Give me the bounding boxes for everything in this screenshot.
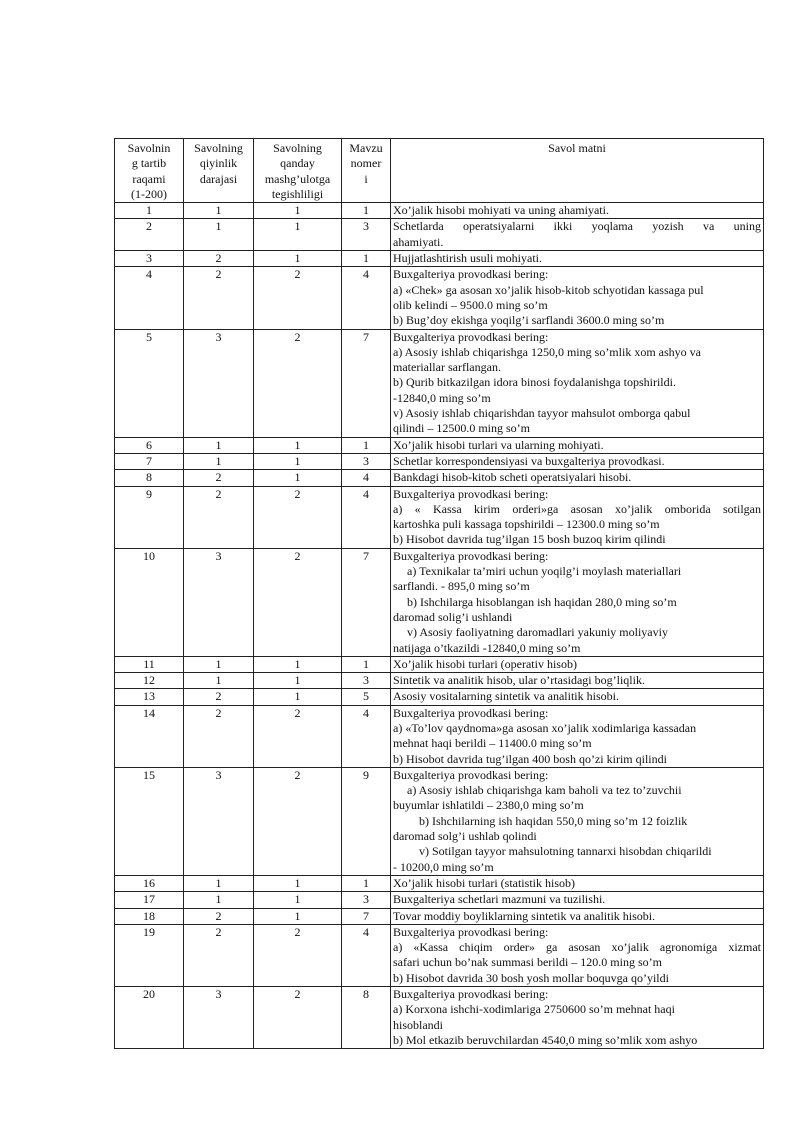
question-text-line: b) Bug’doy ekishga yoqilg’i sarflandi 3600.0 ming so’m bbox=[393, 313, 665, 328]
table-body bbox=[115, 203, 764, 1049]
topic-number-cell: 7 bbox=[342, 548, 391, 656]
question-text-cell bbox=[391, 892, 764, 908]
question-text-line: a) «To’lov qaydnoma»ga asosan xo’jalik xodimlariga kassadan bbox=[393, 720, 697, 735]
header-line: tegishliligi bbox=[271, 186, 324, 201]
question-number-cell: 13 bbox=[115, 689, 184, 705]
topic-number-cell: 5 bbox=[342, 689, 391, 705]
table-row bbox=[115, 892, 764, 908]
question-text-cell bbox=[391, 924, 764, 986]
question-number-cell: 4 bbox=[115, 267, 184, 329]
lesson-type-cell: 2 bbox=[254, 267, 342, 329]
question-text-line: b) Ishchilarga hisoblangan ish haqidan 280,0 ming so’m bbox=[407, 594, 677, 609]
question-text-line: Tovar moddiy boyliklarning sintetik va analitik hisobi. bbox=[393, 908, 656, 923]
topic-number-cell: 4 bbox=[342, 924, 391, 986]
header-line: g tartib bbox=[131, 156, 167, 171]
question-text-line: Buxgalteriya provodkasi bering: bbox=[393, 486, 549, 501]
lesson-type-cell: 1 bbox=[254, 203, 342, 219]
question-text-line: Buxgalteriya provodkasi bering: bbox=[393, 548, 549, 563]
topic-number-cell: 1 bbox=[342, 656, 391, 672]
question-text-cell bbox=[391, 656, 764, 672]
question-text-line: Hujjatlashtirish usuli mohiyati. bbox=[393, 251, 542, 266]
difficulty-cell: 3 bbox=[184, 548, 254, 656]
lesson-type-cell: 2 bbox=[254, 924, 342, 986]
question-text-line: b) Qurib bitkazilgan idora binosi foydalanishga topshirildi. bbox=[393, 375, 676, 390]
question-text-line: ahamiyati. bbox=[393, 234, 444, 249]
difficulty-cell: 1 bbox=[184, 673, 254, 689]
table-row bbox=[115, 705, 764, 767]
question-text-line: a) « Kassa kirim orderi»ga asosan xo’jalik omborida sotilgan bbox=[393, 501, 761, 516]
question-number-cell: 12 bbox=[115, 673, 184, 689]
header-question-text bbox=[391, 139, 764, 203]
question-number-cell: 8 bbox=[115, 470, 184, 486]
difficulty-cell: 2 bbox=[184, 470, 254, 486]
question-text-line: buyumlar ishlatildi – 2380,0 ming so’m bbox=[393, 798, 584, 813]
question-text-line: mehnat haqi berildi – 11400.0 ming so’m bbox=[393, 736, 592, 751]
lesson-type-cell: 1 bbox=[254, 892, 342, 908]
header-line: raqami bbox=[132, 171, 166, 186]
header-line: darajasi bbox=[199, 171, 238, 186]
table-row bbox=[115, 486, 764, 548]
header-line: (1-200) bbox=[131, 186, 167, 201]
lesson-type-cell: 2 bbox=[254, 705, 342, 767]
lesson-type-cell: 1 bbox=[254, 251, 342, 267]
question-text-line: Xo’jalik hisobi turlari (operativ hisob) bbox=[393, 656, 577, 671]
header-line: i bbox=[364, 171, 368, 186]
lesson-type-cell: 1 bbox=[254, 689, 342, 705]
question-text-line: Buxgalteriya provodkasi bering: bbox=[393, 924, 549, 939]
question-number-cell: 5 bbox=[115, 329, 184, 437]
question-text-line: v) Asosiy faoliyatning daromadlari yakuniy moliyaviy bbox=[407, 625, 668, 640]
table-row bbox=[115, 924, 764, 986]
lesson-type-cell: 1 bbox=[254, 656, 342, 672]
question-text-cell bbox=[391, 705, 764, 767]
topic-number-cell: 9 bbox=[342, 767, 391, 875]
question-number-cell: 9 bbox=[115, 486, 184, 548]
question-text-cell bbox=[391, 267, 764, 329]
question-number-cell: 11 bbox=[115, 656, 184, 672]
difficulty-cell: 2 bbox=[184, 267, 254, 329]
lesson-type-cell: 2 bbox=[254, 486, 342, 548]
table-row bbox=[115, 219, 764, 251]
difficulty-cell: 3 bbox=[184, 767, 254, 875]
question-number-cell: 6 bbox=[115, 437, 184, 453]
header-difficulty bbox=[184, 139, 254, 203]
header-line: Savolning bbox=[194, 141, 243, 155]
lesson-type-cell: 1 bbox=[254, 673, 342, 689]
question-number-cell: 7 bbox=[115, 453, 184, 469]
header-question-number bbox=[115, 139, 184, 203]
question-text-line: safari uchun bo’nak summasi berildi – 120.0 ming so’m bbox=[393, 955, 662, 970]
topic-number-cell: 1 bbox=[342, 437, 391, 453]
table-row bbox=[115, 656, 764, 672]
question-number-cell: 18 bbox=[115, 908, 184, 924]
question-text-line: Schetlar korrespondensiyasi va buxgalteriya provodkasi. bbox=[393, 453, 665, 468]
difficulty-cell: 1 bbox=[184, 219, 254, 251]
header-line: qanday bbox=[280, 156, 315, 171]
table-row bbox=[115, 689, 764, 705]
question-text-line: a) «Kassa chiqim order» ga asosan xo’jalik agronomiga xizmat bbox=[393, 940, 761, 955]
question-number-cell: 19 bbox=[115, 924, 184, 986]
lesson-type-cell: 2 bbox=[254, 987, 342, 1049]
difficulty-cell: 2 bbox=[184, 705, 254, 767]
lesson-type-cell: 2 bbox=[254, 548, 342, 656]
question-text-cell bbox=[391, 987, 764, 1049]
difficulty-cell: 1 bbox=[184, 453, 254, 469]
question-text-line: natijaga o’tkazildi -12840,0 ming so’m bbox=[393, 640, 581, 655]
topic-number-cell: 1 bbox=[342, 203, 391, 219]
table-header-row bbox=[115, 139, 764, 203]
question-text-line: qilindi – 12500.0 ming so’m bbox=[393, 421, 531, 436]
table-row bbox=[115, 267, 764, 329]
question-text-cell bbox=[391, 219, 764, 251]
difficulty-cell: 1 bbox=[184, 892, 254, 908]
question-text-line: v) Sotilgan tayyor mahsulotning tannarxi hisobdan chiqarildi bbox=[419, 844, 712, 859]
question-text-line: a) Asosiy ishlab chiqarishga kam baholi va tez to’zuvchii bbox=[407, 783, 682, 798]
question-text-line: b) Hisobot davrida tug’ilgan 400 bosh qo’zi kirim qilindi bbox=[393, 751, 667, 766]
question-number-cell: 15 bbox=[115, 767, 184, 875]
question-number-cell: 14 bbox=[115, 705, 184, 767]
topic-number-cell: 3 bbox=[342, 673, 391, 689]
question-text-cell bbox=[391, 470, 764, 486]
table-row bbox=[115, 453, 764, 469]
question-text-line: kartoshka puli kassaga topshirildi – 12300.0 ming so’m bbox=[393, 517, 660, 532]
question-text-line: -12840,0 ming so’m bbox=[393, 390, 491, 405]
questions-table bbox=[114, 138, 764, 1049]
question-text-line: materiallar sarflangan. bbox=[393, 360, 501, 375]
header-line: nomer bbox=[350, 156, 382, 171]
question-text-line: a) Texnikalar ta’miri uchun yoqilg’i moylash materiallari bbox=[407, 564, 682, 579]
lesson-type-cell: 2 bbox=[254, 767, 342, 875]
difficulty-cell: 1 bbox=[184, 656, 254, 672]
header-line: Savolning bbox=[273, 141, 322, 155]
question-text-cell bbox=[391, 437, 764, 453]
question-text-line: Buxgalteriya schetlari mazmuni va tuzilishi. bbox=[393, 892, 606, 907]
question-text-cell bbox=[391, 453, 764, 469]
difficulty-cell: 3 bbox=[184, 329, 254, 437]
question-text-line: Asosiy vositalarning sintetik va analitik hisobi. bbox=[393, 689, 619, 704]
question-text-line: daromad solig’i ushlandi bbox=[393, 609, 513, 624]
difficulty-cell: 3 bbox=[184, 987, 254, 1049]
difficulty-cell: 2 bbox=[184, 689, 254, 705]
question-text-line: b) Mol etkazib beruvchilardan 4540,0 ming so’mlik xom ashyo bbox=[393, 1032, 698, 1047]
question-text-line: Xo’jalik hisobi mohiyati va uning ahamiyati. bbox=[393, 203, 609, 218]
lesson-type-cell: 1 bbox=[254, 908, 342, 924]
question-text-line: b) Ishchilarning ish haqidan 550,0 ming so’m 12 foizlik bbox=[419, 813, 688, 828]
question-number-cell: 17 bbox=[115, 892, 184, 908]
header-line: Savolnin bbox=[127, 141, 171, 155]
lesson-type-cell: 1 bbox=[254, 470, 342, 486]
topic-number-cell: 1 bbox=[342, 875, 391, 891]
question-text-cell bbox=[391, 548, 764, 656]
question-text-line: - 10200,0 ming so’m bbox=[393, 859, 494, 874]
table-row bbox=[115, 203, 764, 219]
question-text-line: hisoblandi bbox=[393, 1017, 443, 1032]
question-text-line: Buxgalteriya provodkasi bering: bbox=[393, 329, 549, 344]
table-row bbox=[115, 767, 764, 875]
topic-number-cell: 7 bbox=[342, 908, 391, 924]
question-text-line: b) Hisobot davrida tug’ilgan 15 bosh buzoq kirim qilindi bbox=[393, 532, 666, 547]
topic-number-cell: 4 bbox=[342, 705, 391, 767]
question-number-cell: 16 bbox=[115, 875, 184, 891]
question-text-cell bbox=[391, 908, 764, 924]
question-number-cell: 10 bbox=[115, 548, 184, 656]
table-row bbox=[115, 987, 764, 1049]
table-row bbox=[115, 251, 764, 267]
question-text-line: Bankdagi hisob-kitob scheti operatsiyalari hisobi. bbox=[393, 470, 632, 485]
question-text-cell bbox=[391, 689, 764, 705]
topic-number-cell: 4 bbox=[342, 470, 391, 486]
topic-number-cell: 4 bbox=[342, 486, 391, 548]
header-lesson-type bbox=[254, 139, 342, 203]
question-text-line: Buxgalteriya provodkasi bering: bbox=[393, 767, 549, 782]
header-line: Savol matni bbox=[548, 141, 606, 155]
lesson-type-cell: 1 bbox=[254, 219, 342, 251]
topic-number-cell: 4 bbox=[342, 267, 391, 329]
question-text-line: daromad solg’i ushlab qolindi bbox=[393, 829, 537, 844]
question-text-line: a) Korxona ishchi-xodimlariga 2750600 so’m mehnat haqi bbox=[393, 1002, 675, 1017]
table-row bbox=[115, 908, 764, 924]
lesson-type-cell: 1 bbox=[254, 437, 342, 453]
header-line: mashg’ulotga bbox=[264, 171, 331, 186]
question-text-cell bbox=[391, 486, 764, 548]
difficulty-cell: 1 bbox=[184, 437, 254, 453]
question-text-cell bbox=[391, 673, 764, 689]
question-text-line: Xo’jalik hisobi turlari va ularning mohiyati. bbox=[393, 437, 604, 452]
topic-number-cell: 7 bbox=[342, 329, 391, 437]
question-text-line: b) Hisobot davrida 30 bosh yosh mollar boquvga qo’yildi bbox=[393, 970, 669, 985]
question-text-cell bbox=[391, 203, 764, 219]
difficulty-cell: 1 bbox=[184, 203, 254, 219]
table-row bbox=[115, 875, 764, 891]
question-number-cell: 20 bbox=[115, 987, 184, 1049]
question-number-cell: 1 bbox=[115, 203, 184, 219]
table-row bbox=[115, 329, 764, 437]
difficulty-cell: 2 bbox=[184, 924, 254, 986]
question-text-line: Buxgalteriya provodkasi bering: bbox=[393, 267, 549, 282]
question-text-line: olib kelindi – 9500.0 ming so’m bbox=[393, 297, 548, 312]
question-text-line: Xo’jalik hisobi turlari (statistik hisob) bbox=[393, 875, 575, 890]
question-number-cell: 2 bbox=[115, 219, 184, 251]
topic-number-cell: 3 bbox=[342, 219, 391, 251]
header-line: qiyinlik bbox=[199, 156, 238, 171]
difficulty-cell: 2 bbox=[184, 486, 254, 548]
table-row bbox=[115, 673, 764, 689]
question-text-cell bbox=[391, 767, 764, 875]
question-text-line: Schetlarda operatsiyalarni ikki yoqlama yozish va uning bbox=[393, 219, 761, 234]
question-text-line: v) Asosiy ishlab chiqarishdan tayyor mahsulot omborga qabul bbox=[393, 406, 691, 421]
question-text-line: sarflandi. - 895,0 ming so’m bbox=[393, 579, 530, 594]
question-text-cell bbox=[391, 251, 764, 267]
topic-number-cell: 1 bbox=[342, 251, 391, 267]
lesson-type-cell: 2 bbox=[254, 329, 342, 437]
table-row bbox=[115, 548, 764, 656]
question-text-line: Buxgalteriya provodkasi bering: bbox=[393, 705, 549, 720]
question-text-line: a) «Chek» ga asosan xo’jalik hisob-kitob schyotidan kassaga pul bbox=[393, 282, 704, 297]
question-text-line: a) Asosiy ishlab chiqarishga 1250,0 ming so’mlik xom ashyo va bbox=[393, 344, 701, 359]
question-text-cell bbox=[391, 875, 764, 891]
question-text-line: Buxgalteriya provodkasi bering: bbox=[393, 987, 549, 1002]
question-text-line: Sintetik va analitik hisob, ular o’rtasidagi bog’liqlik. bbox=[393, 673, 645, 688]
difficulty-cell: 2 bbox=[184, 908, 254, 924]
topic-number-cell: 3 bbox=[342, 453, 391, 469]
question-text-cell bbox=[391, 329, 764, 437]
lesson-type-cell: 1 bbox=[254, 453, 342, 469]
topic-number-cell: 8 bbox=[342, 987, 391, 1049]
lesson-type-cell: 1 bbox=[254, 875, 342, 891]
topic-number-cell: 3 bbox=[342, 892, 391, 908]
difficulty-cell: 1 bbox=[184, 875, 254, 891]
difficulty-cell: 2 bbox=[184, 251, 254, 267]
table-row bbox=[115, 470, 764, 486]
header-topic-number bbox=[342, 139, 391, 203]
question-number-cell: 3 bbox=[115, 251, 184, 267]
table-row bbox=[115, 437, 764, 453]
header-line: Mavzu bbox=[349, 141, 383, 155]
